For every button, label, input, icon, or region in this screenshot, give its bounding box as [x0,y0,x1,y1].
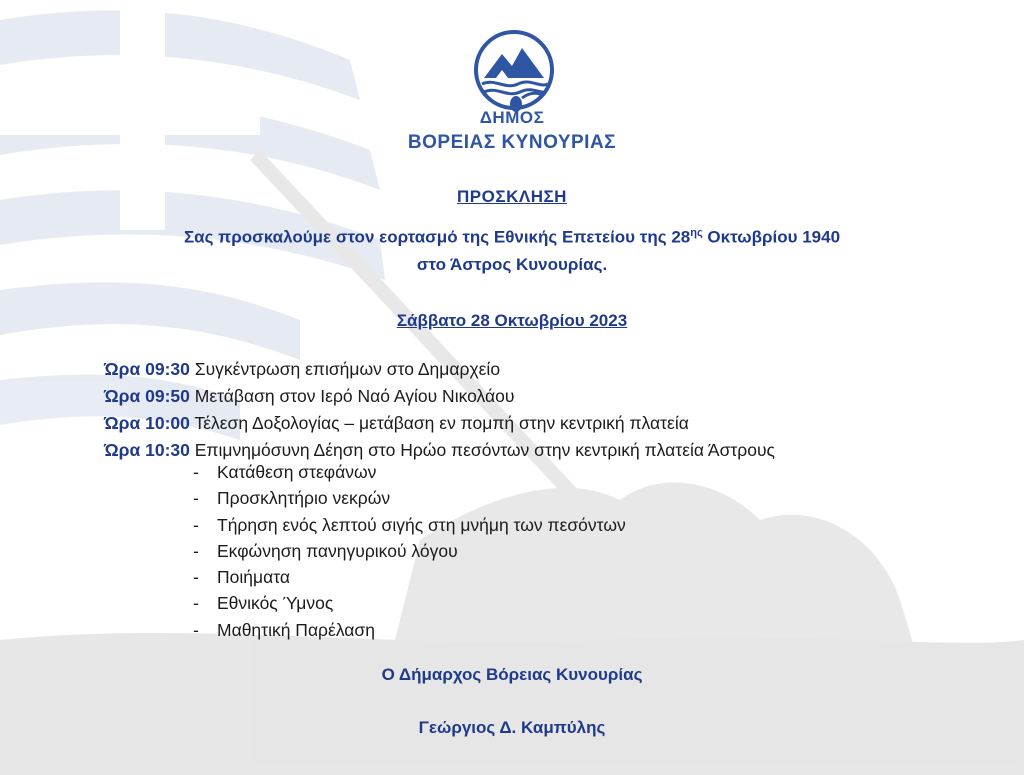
list-item-text: Εθνικός Ύμνος [217,593,334,614]
list-item-text: Κατάθεση στεφάνων [217,462,377,482]
list-marker: - [193,488,199,509]
schedule-desc: Συγκέντρωση επισήμων στο Δημαρχείο [194,359,501,379]
schedule-desc: Τέλεση Δοξολογίας – μετάβαση εν πομπή στην κεντρική πλατεία [194,413,689,433]
list-item-text: Εκφώνηση πανηγυρικού λόγου [217,540,458,561]
invitation-text-start: Σας προσκαλούμε στον εορτασμό της Εθνικής Επετείου της 28 [183,227,691,247]
schedule-time: Ώρα 09:30 [104,359,190,379]
list-item-text: Ποιήματα [217,567,290,588]
list-item [193,590,626,616]
signatory-title: Ο Δήμαρχος Βόρειας Κυνουρίας [381,665,643,684]
invitation-text-end: Οκτωβρίου 1940 [702,227,841,247]
schedule-desc: Επιμνημόσυνη Δέηση στο Ηρώο πεσόντων στην κεντρική πλατεία Άστρους [194,440,775,460]
list-item-text: Τήρηση ενός λεπτού σιγής στη μνήμη των πεσόντων [217,514,626,535]
org-name-line2: ΒΟΡΕΙΑΣ ΚΥΝΟΥΡΙΑΣ [407,132,617,153]
list-marker: - [193,514,199,535]
ordinal-suffix: ης [690,227,703,239]
schedule-row [104,356,775,383]
list-marker: - [193,567,199,588]
list-item [193,459,626,485]
list-item [193,538,626,564]
schedule-time: Ώρα 10:00 [104,413,190,433]
list-item [193,512,626,538]
list-item-text: Προσκλητήριο νεκρών [217,488,391,509]
list-item [193,485,626,511]
list-marker: - [193,540,199,561]
schedule-row [104,383,775,410]
org-name-line1: ΔΗΜΟΣ [479,108,545,127]
schedule-desc: Μετάβαση στον Ιερό Ναό Αγίου Νικολάου [194,386,515,406]
schedule-time: Ώρα 10:30 [104,440,190,460]
schedule-row [104,410,775,437]
list-item [193,617,626,643]
schedule [104,356,775,464]
list-marker: - [193,593,199,614]
municipality-logo [470,26,558,118]
invitation-line1 [0,227,1024,248]
event-date: Σάββατο 28 Οκτωβρίου 2023 [396,311,628,330]
list-marker: - [193,462,199,482]
invitation-line2: στο Άστρος Κυνουρίας. [416,255,608,274]
document-title: ΠΡΟΣΚΛΗΣΗ [457,187,567,206]
list-item-text: Μαθητική Παρέλαση [217,619,375,640]
list-item [193,564,626,590]
ceremony-list [193,459,626,643]
schedule-time: Ώρα 09:50 [104,386,190,406]
signatory-name: Γεώργιος Δ. Καμπύλης [418,718,606,737]
list-marker: - [193,619,199,640]
